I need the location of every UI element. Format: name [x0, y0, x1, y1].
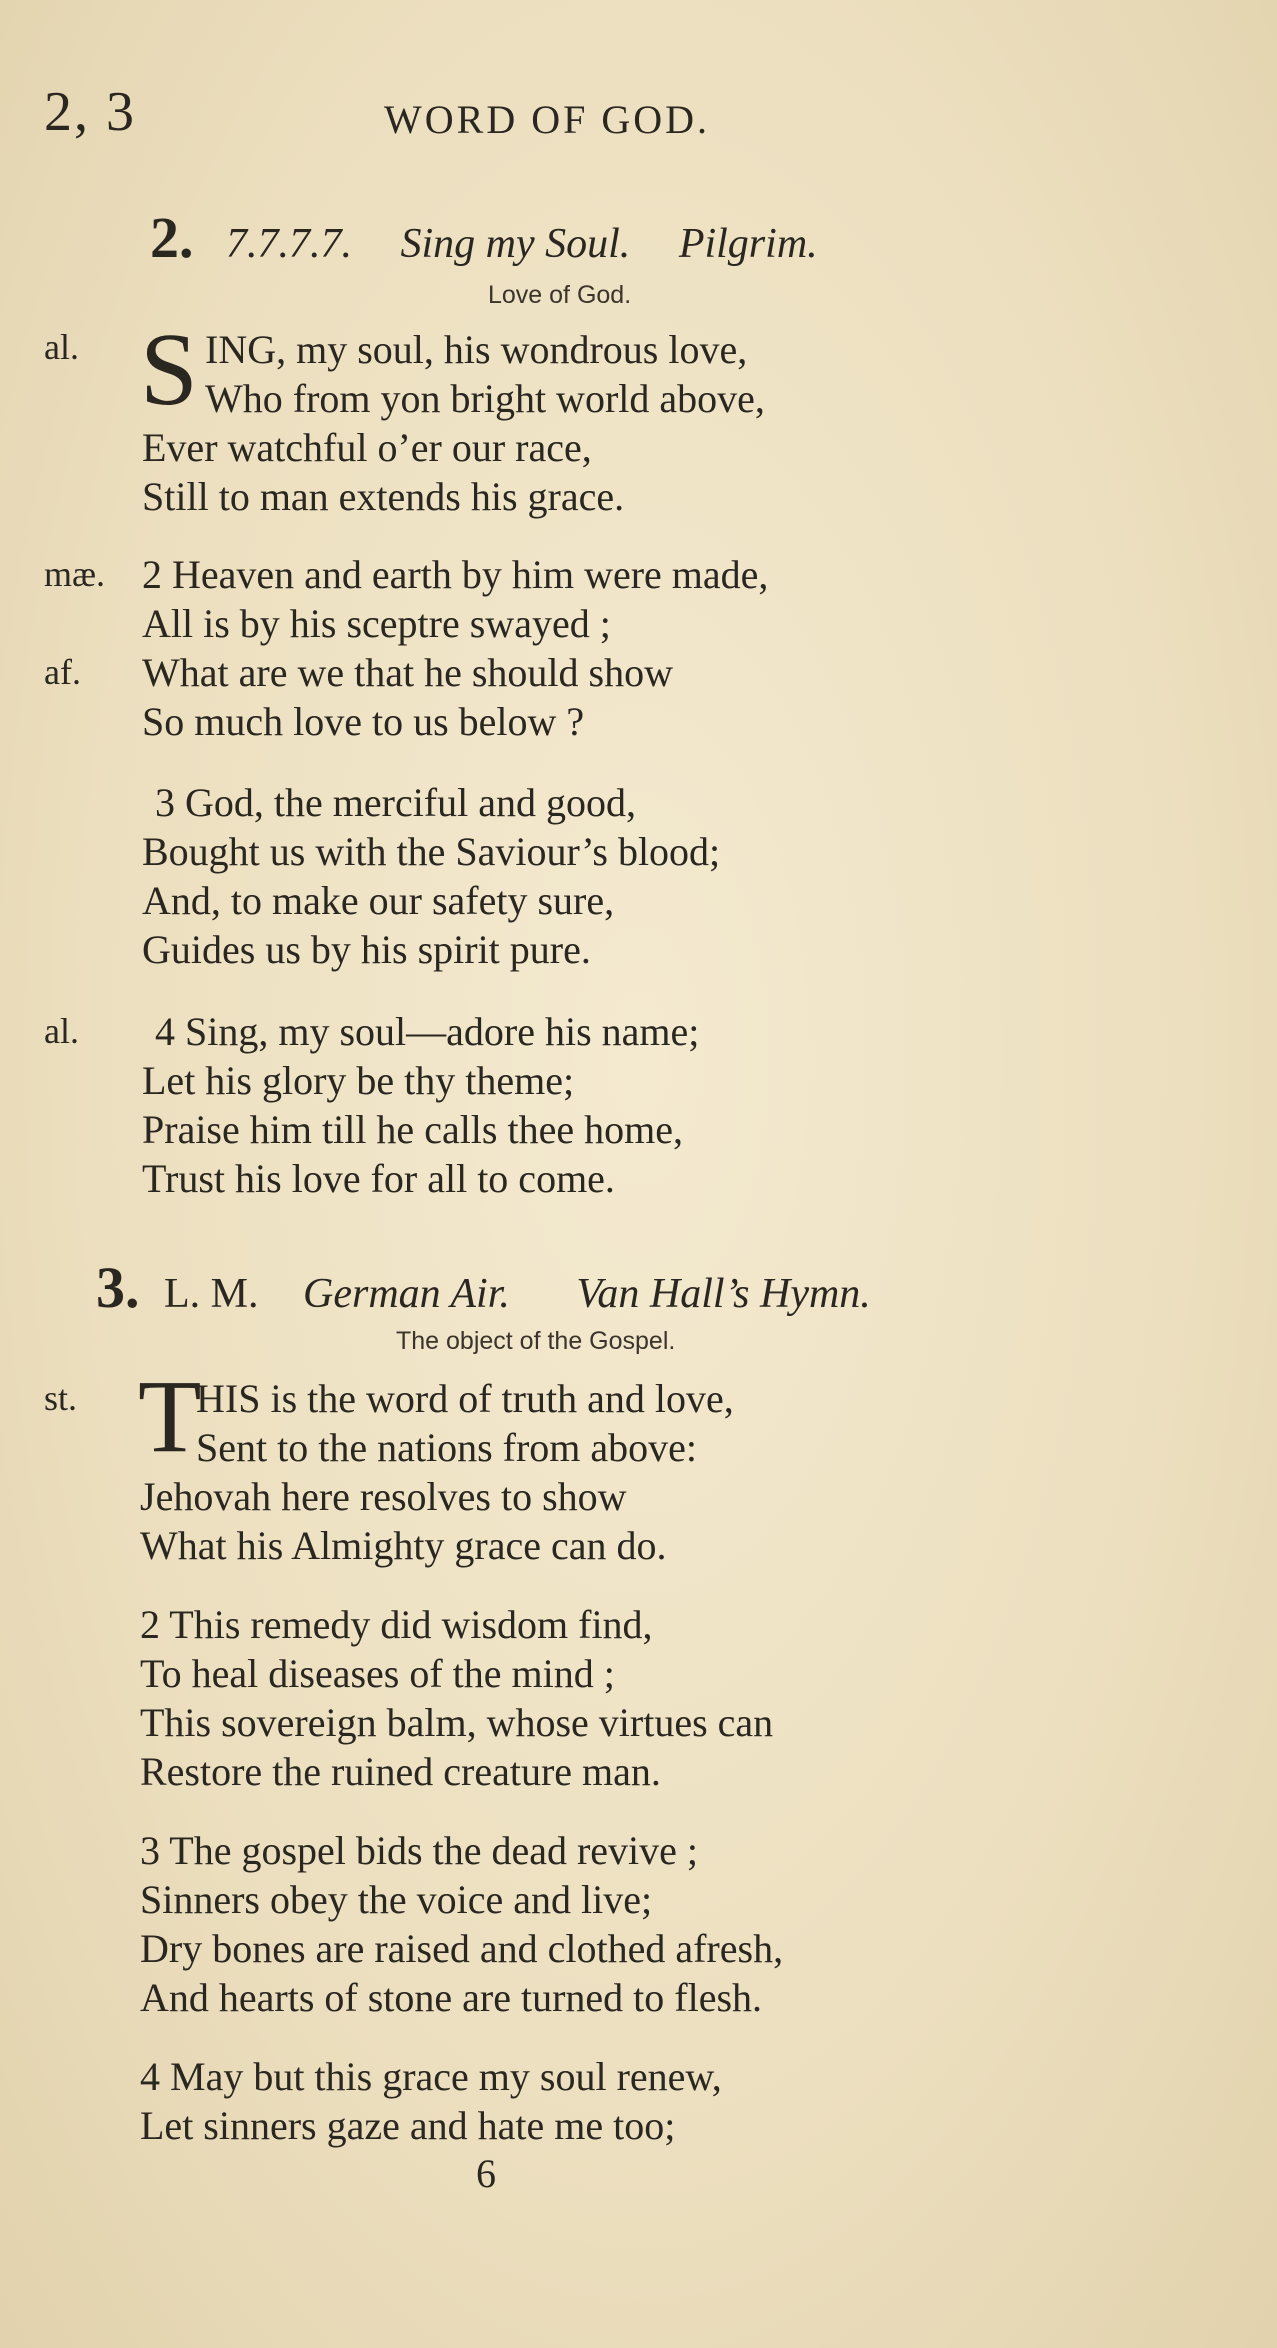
verse-line: Ever watchful o’er our race,	[142, 425, 592, 470]
verse-line: 3 God, the merciful and good,	[155, 780, 636, 825]
verse-line: Bought us with the Saviour’s blood;	[142, 829, 721, 874]
verse-line: What are we that he should show	[142, 650, 673, 695]
verse-line: 4 May but this grace my soul renew,	[140, 2054, 722, 2099]
verse-line: Guides us by his spirit pure.	[142, 927, 591, 972]
verse-line: All is by his sceptre swayed ;	[142, 601, 611, 646]
hymn-tune: Sing my Soul.	[400, 221, 631, 267]
drop-cap: S	[140, 312, 198, 427]
verse-line: 4 Sing, my soul—adore his name;	[155, 1009, 700, 1054]
verse-line: And hearts of stone are turned to flesh.	[140, 1975, 763, 2020]
drop-cap: T	[138, 1359, 202, 1474]
dynamic-mark: af.	[44, 652, 81, 692]
dynamic-mark: al.	[44, 1011, 79, 1051]
hymn-meter: 7.7.7.7.	[226, 221, 352, 267]
verse-line: Restore the ruined creature man.	[140, 1749, 661, 1794]
verse-line: Dry bones are raised and clothed afresh,	[140, 1926, 784, 1971]
verse-line: Let his glory be thy theme;	[142, 1058, 575, 1103]
dynamic-mark: mæ.	[44, 554, 106, 594]
verse-line: Jehovah here resolves to show	[140, 1474, 627, 1519]
verse-line: ING, my soul, his wondrous love,	[205, 327, 748, 372]
verse-line: To heal diseases of the mind ;	[140, 1651, 615, 1696]
running-head	[44, 80, 1234, 150]
hymn-tune-alt: Pilgrim.	[678, 221, 818, 267]
hymn-2-heading	[150, 204, 818, 271]
hymn-3-subtitle: The object of the Gospel.	[396, 1327, 676, 1355]
hymn-3-heading	[96, 1254, 871, 1321]
verse-line: Sinners obey the voice and live;	[140, 1877, 653, 1922]
verse-line: And, to make our safety sure,	[142, 878, 615, 923]
signature-mark: 6	[476, 2151, 496, 2196]
page-title: WORD OF GOD.	[384, 97, 710, 142]
verse-line: Who from yon bright world above,	[205, 376, 765, 421]
hymn-number: 2.	[150, 205, 194, 270]
verse-line: Trust his love for all to come.	[142, 1156, 615, 1201]
dynamic-mark: st.	[44, 1378, 78, 1418]
hymn-range: 2, 3	[44, 81, 136, 143]
verse-line: Still to man extends his grace.	[142, 474, 625, 519]
verse-line: Let sinners gaze and hate me too;	[140, 2103, 676, 2148]
hymn-2-subtitle: Love of God.	[488, 281, 632, 309]
verse-line: Praise him till he calls thee home,	[142, 1107, 683, 1152]
dynamic-mark: al.	[44, 327, 79, 367]
verse-line: HIS is the word of truth and love,	[196, 1376, 734, 1421]
verse-line: So much love to us below ?	[142, 699, 585, 744]
hymn-tune: German Air.	[303, 1271, 510, 1317]
verse-line: 2 Heaven and earth by him were made,	[142, 552, 769, 597]
verse-line: Sent to the nations from above:	[196, 1425, 698, 1470]
verse-line: 3 The gospel bids the dead revive ;	[140, 1828, 699, 1873]
hymn-meter: L. M.	[164, 1271, 259, 1317]
hymn-number: 3.	[96, 1255, 140, 1320]
verse-line: This sovereign balm, whose virtues can	[140, 1700, 774, 1745]
verse-line: What his Almighty grace can do.	[140, 1523, 667, 1568]
hymn-tune-alt: Van Hall’s Hymn.	[576, 1271, 871, 1317]
verse-line: 2 This remedy did wisdom find,	[140, 1602, 653, 1647]
